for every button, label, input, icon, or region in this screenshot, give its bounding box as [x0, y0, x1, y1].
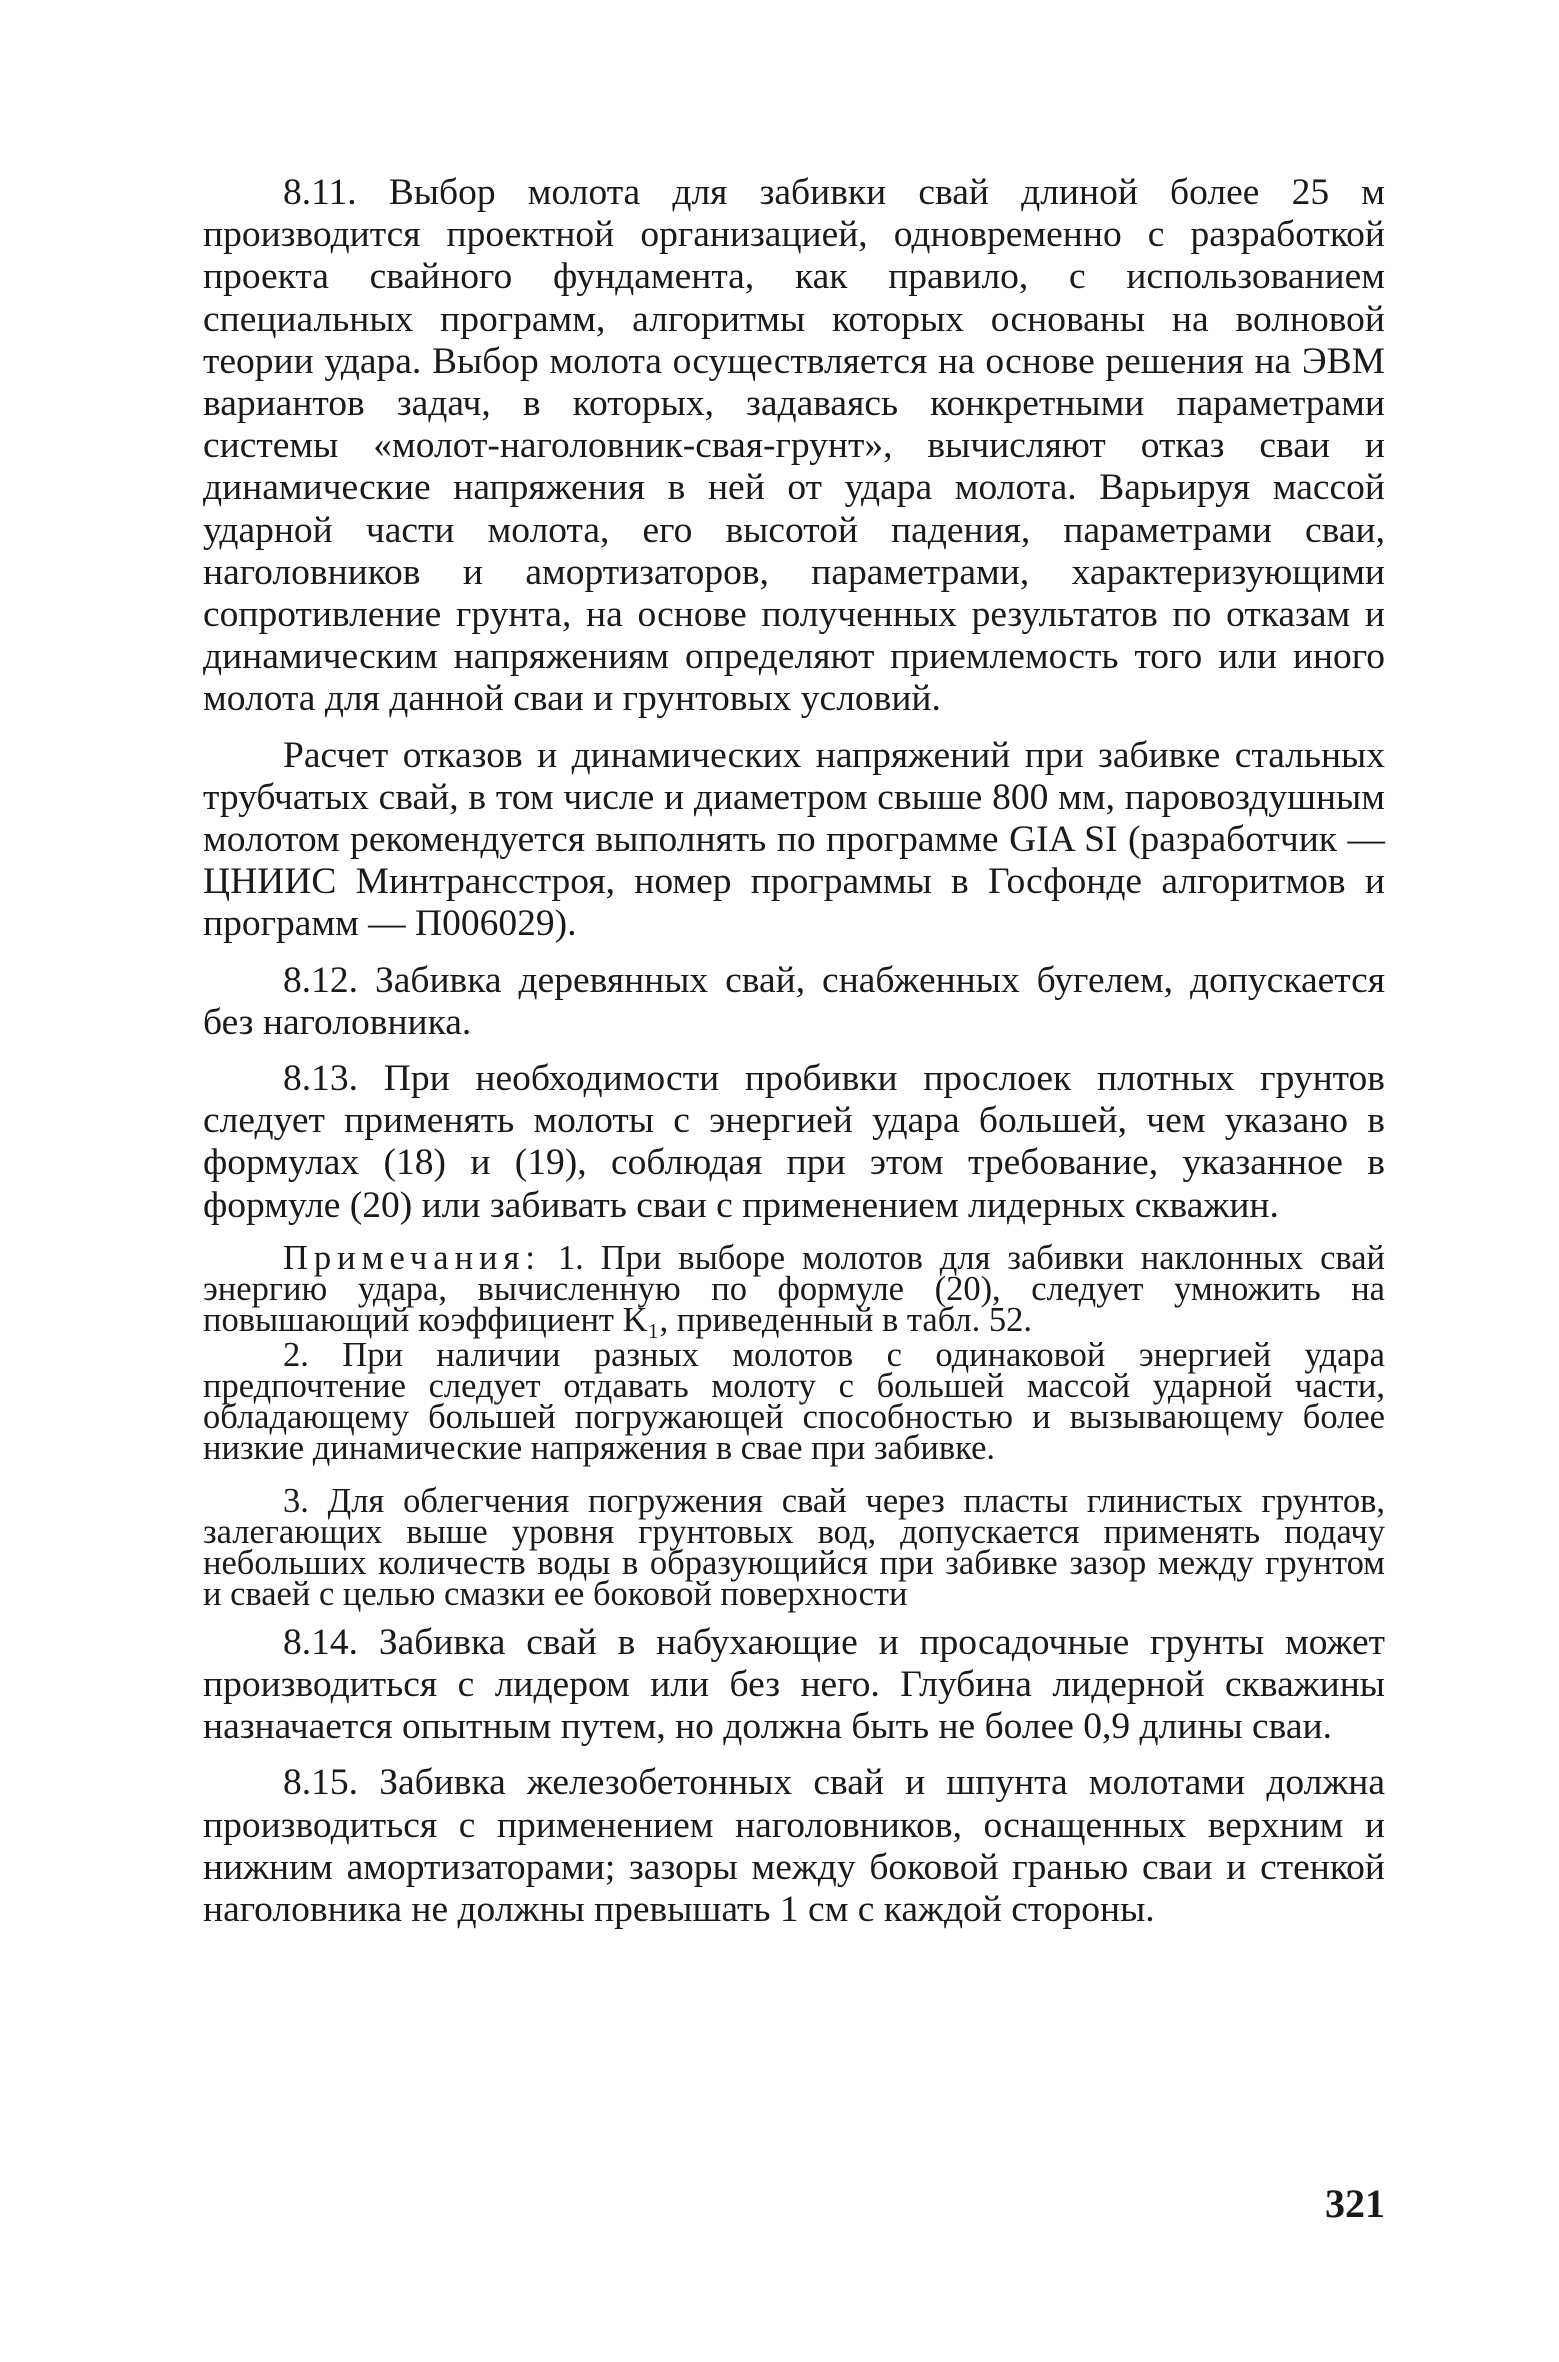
paragraph-8-15: 8.15. Забивка железобетонных свай и шпунта молотами должна производиться с применением наголовников, оснащенных верхним и нижним амортизаторами; зазоры между боковой гранью сваи и стенкой наголовника не должны превышать 1 см с каждой стороны.	[203, 1762, 1385, 1931]
paragraph-8-13: 8.13. При необходимости пробивки прослоек плотных грунтов следует применять молоты с энергией удара большей, чем указано в формулах (18) и (19), соблюдая при этом требование, указанное в формуле (20) или забивать сваи с применением лидерных скважин.	[203, 1058, 1385, 1226]
note-3: 3. Для облегчения погружения свай через пласты глинистых грунтов, залегающих выше уровня грунтовых вод, допускается применять подачу небольших количеств воды в образующийся при забивке зазор между грунтом и сваей с целью смазки ее боковой поверхности	[203, 1481, 1385, 1613]
notes-block	[203, 1238, 1385, 1613]
paragraph-8-12: 8.12. Забивка деревянных свай, снабженных бугелем, допускается без наголовника.	[203, 959, 1385, 1043]
page-number: 321	[1325, 2181, 1385, 2226]
paragraph-8-14: 8.14. Забивка свай в набухающие и просадочные грунты может производиться с лидером или без него. Глубина лидерной скважины назначается опытным путем, но должна быть не более 0,9 длины сваи.	[203, 1621, 1385, 1748]
notes-heading: Примечания:	[283, 1238, 541, 1277]
paragraph-8-11-calculation: Расчет отказов и динамических напряжений при забивке стальных трубчатых свай, в том числе и диаметром свыше 800 мм, паровоздушным молотом рекомендуется выполнять по программе GIA SI (разработчик — ЦНИИС Минтрансстроя, номер программы в Госфонде алгоритмов и программ — П006029).	[203, 734, 1385, 945]
note-1	[203, 1238, 1385, 1339]
note-1-text: 1. При выборе молотов для забивки наклонных свай энергию удара, вычисленную по формуле (20), следует умножить на повышающий коэффициент K₁, приведенный в табл. 52.	[203, 1238, 1385, 1339]
page-body	[203, 172, 1385, 1931]
note-2: 2. При наличии разных молотов с одинаковой энергией удара предпочтение следует отдавать молоту с большей массой ударной части, обладающему большей погружающей способностью и вызывающему более низкие динамические напряжения в свае при забивке.	[203, 1335, 1385, 1467]
paragraph-8-11: 8.11. Выбор молота для забивки свай длиной более 25 м производится проектной организацией, одновременно с разработкой проекта свайного фундамента, как правило, с использованием специальных программ, алгоритмы которых основаны на волновой теории удара. Выбор молота осуществляется на основе решения на ЭВМ вариантов задач, в которых, задаваясь конкретными параметрами системы «молот-наголовник-свая-грунт», вычисляют отказ сваи и динамические напряжения в ней от удара молота. Варьируя массой ударной части молота, его высотой падения, параметрами сваи, наголовников и амортизаторов, параметрами, характеризующими сопротивление грунта, на основе полученных результатов по отказам и динамическим напряжениям определяют приемлемость того или иного молота для данной сваи и грунтовых условий.	[203, 172, 1385, 720]
